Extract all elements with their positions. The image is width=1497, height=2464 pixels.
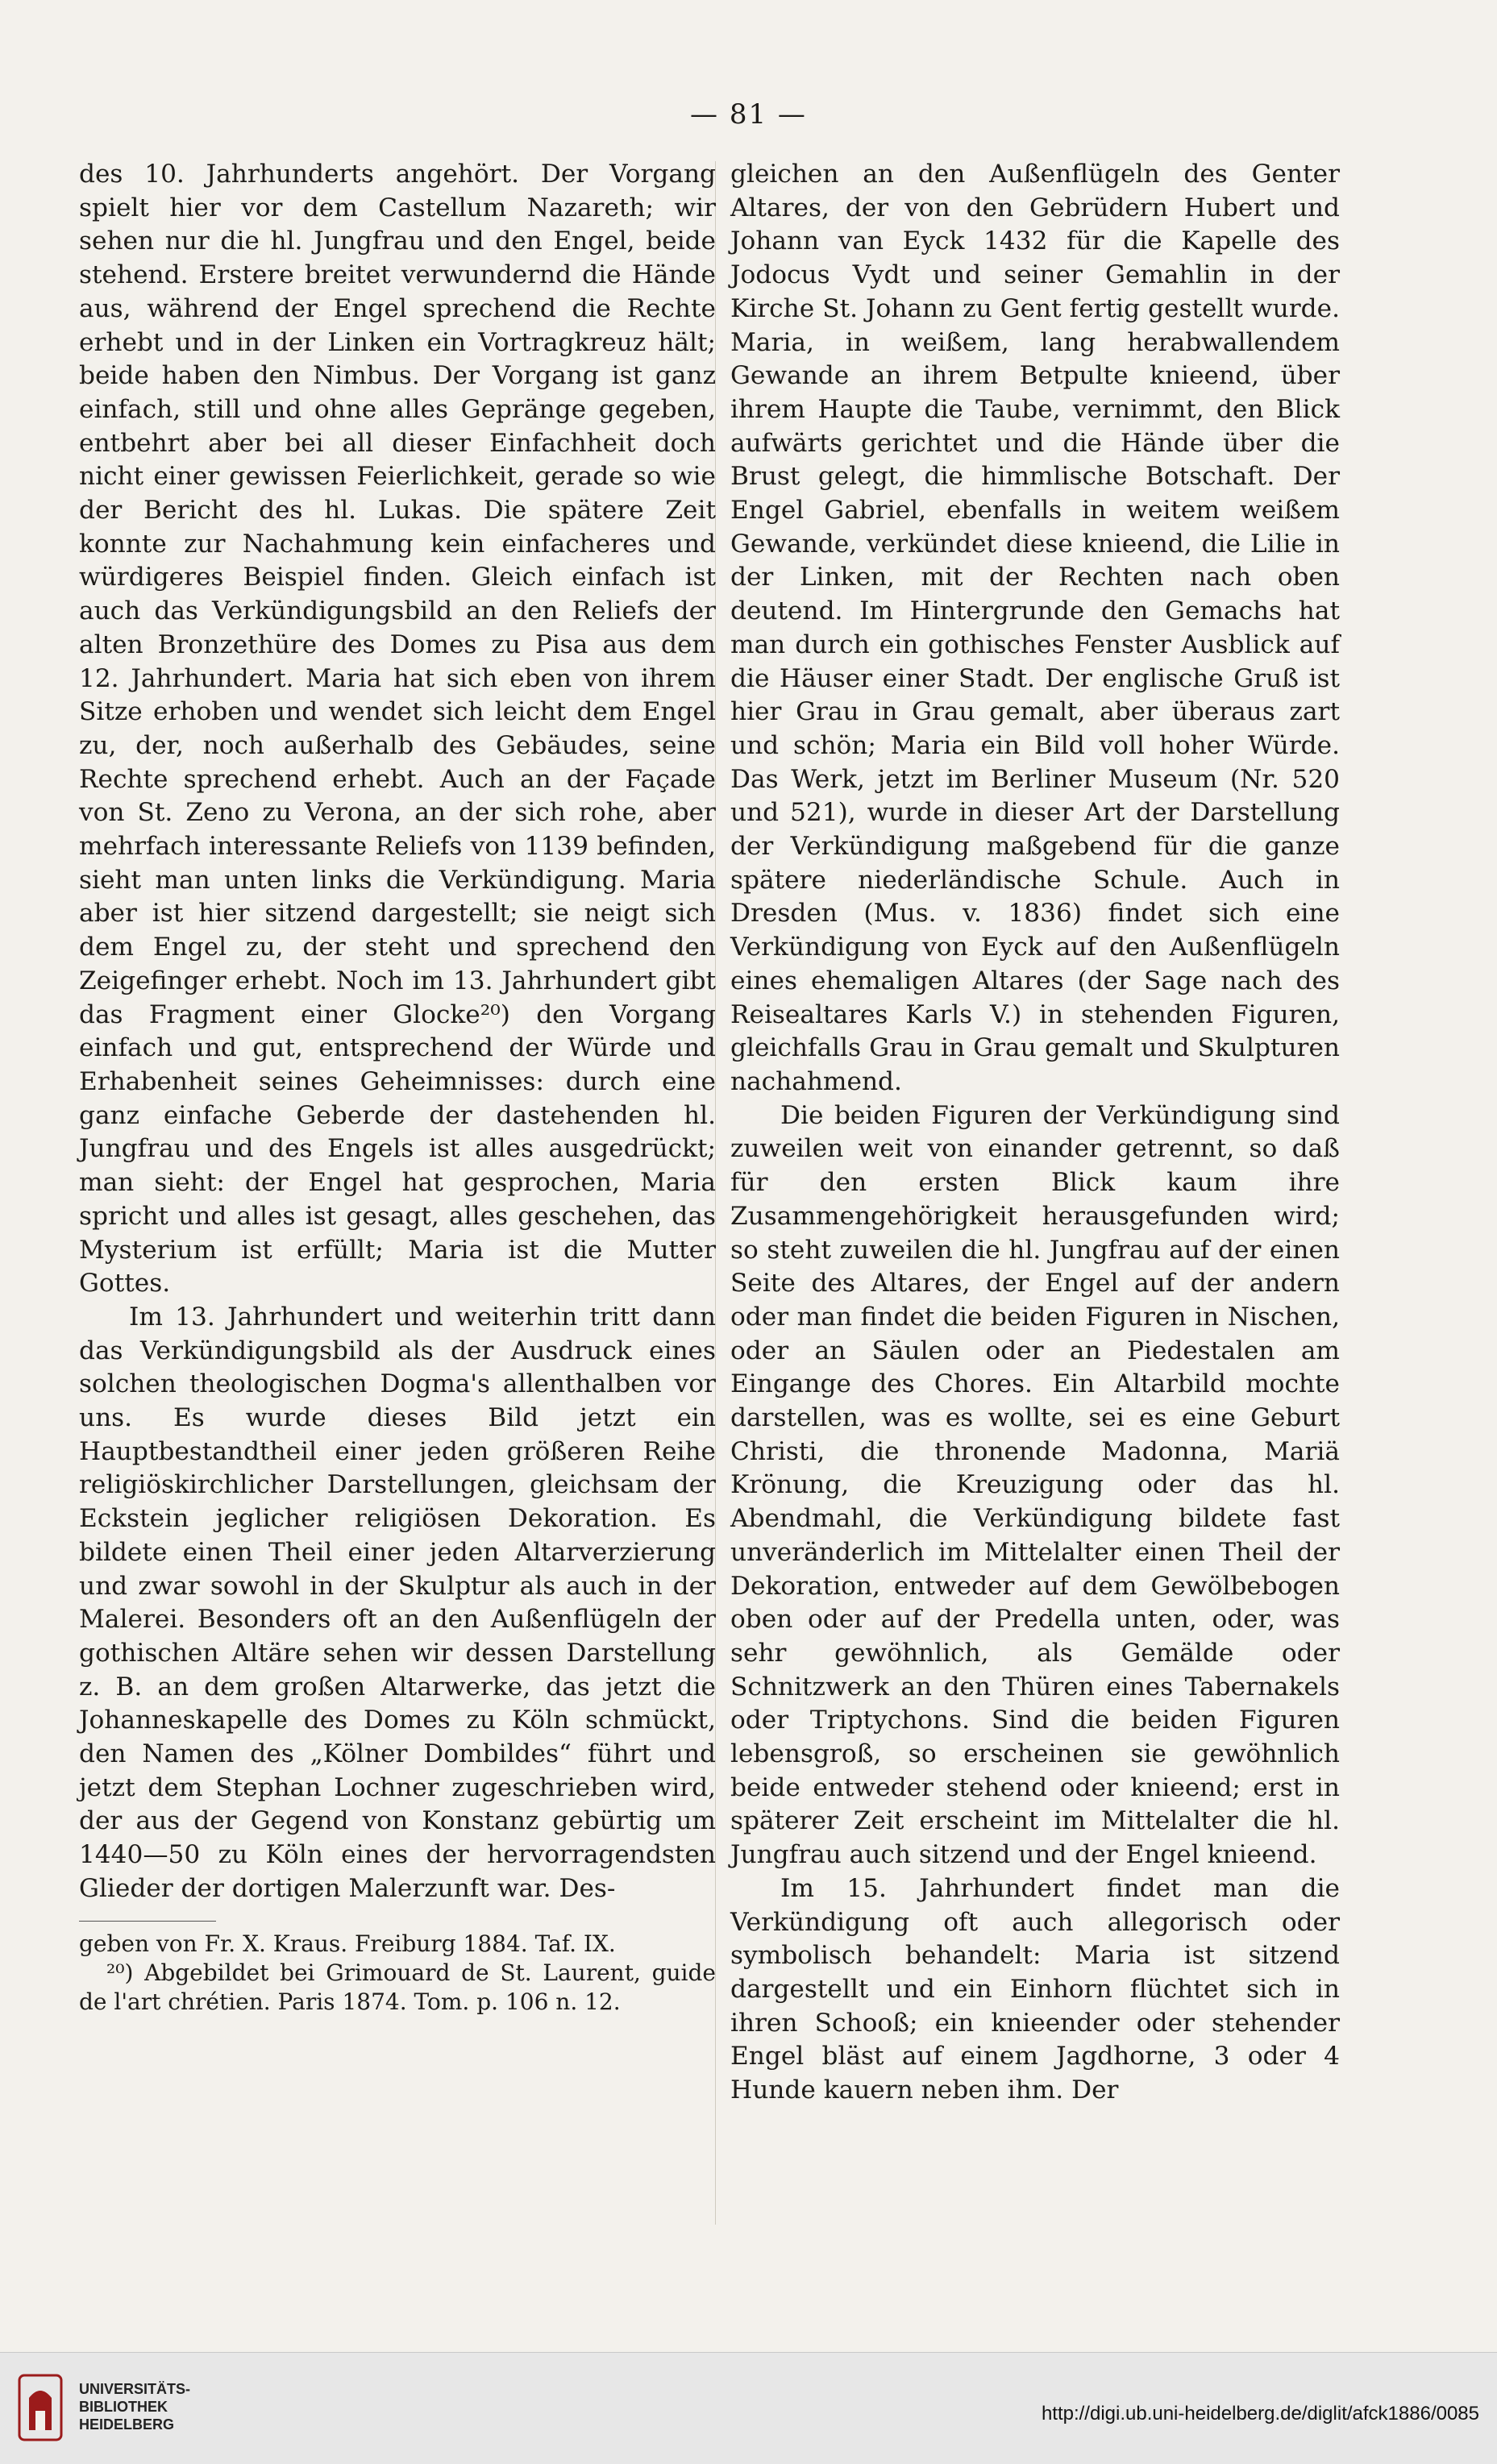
- library-name-line-1: UNIVERSITÄTS-: [79, 2381, 191, 2397]
- library-name-line-3: HEIDELBERG: [79, 2416, 175, 2433]
- left-column: [79, 158, 716, 1906]
- right-column: [730, 158, 1340, 2108]
- left-paragraph-2: Im 13. Jahrhundert und weiterhin tritt dann das Verkündigungsbild als der Ausdruck eines solchen theologischen Dogma's allenthalben vor uns. Es wurde dieses Bild jetzt ein Hauptbestandtheil einer jeden größeren Reihe religiöskirchlicher Darstellungen, gleichsam der Eckstein jeglicher religiösen Dekoration. Es bildete einen Theil einer jeden Altarverzierung und zwar sowohl in der Skulptur als auch in der Malerei. Besonders oft an den Außenflügeln der gothischen Altäre sehen wir dessen Darstellung z. B. an dem großen Altarwerke, das jetzt die Johanneskapelle des Domes zu Köln schmückt, den Namen des „Kölner Dombildes“ führt und jetzt dem Stephan Lochner zugeschrieben wird, der aus der Gegend von Konstanz gebürtig um 1440—50 zu Köln eines der hervorragendsten Glieder der dortigen Malerzunft war. Des-: [79, 1302, 716, 1903]
- library-name-line-2: BIBLIOTHEK: [79, 2399, 168, 2415]
- footnote-rule: [79, 1921, 216, 1922]
- right-paragraph-3: Im 15. Jahrhundert findet man die Verkündigung oft auch allegorisch oder symbolisch behandelt: Maria ist sitzend dargestellt und ein Einhorn flüchtet sich in ihren Schooß; ein knieender oder stehender Engel bläst auf einem Jagdhorne, 3 oder 4 Hunde kauern neben ihm. Der: [730, 1873, 1340, 2105]
- footnotes: [79, 1930, 716, 2017]
- university-seal-icon: [18, 2374, 63, 2441]
- right-paragraph-1: gleichen an den Außenflügeln des Genter Altares, der von den Gebrüdern Hubert und Johann van Eyck 1432 für die Kapelle des Jodocus Vydt und seiner Gemahlin in der Kirche St. Johann zu Gent fertig gestellt wurde. Maria, in weißem, lang herabwallendem Gewande an ihrem Betpulte knieend, über ihrem Haupte die Taube, vernimmt, den Blick aufwärts gerichtet und die Hände über die Brust gelegt, die himmlische Botschaft. Der Engel Gabriel, ebenfalls in weitem weißem Gewande, verkündet diese knieend, die Lilie in der Linken, mit der Rechten nach oben deutend. Im Hintergrunde den Gemachs hat man durch ein gothisches Fenster Ausblick auf die Häuser einer Stadt. Der englische Gruß ist hier Grau in Grau gemalt, aber überaus zart und schön; Maria ein Bild voll hoher Würde. Das Werk, jetzt im Berliner Museum (Nr. 520 und 521), wurde in dieser Art der Darstellung der Verkündigung maßgebend für die ganze spätere niederländische Schule. Auch in Dresden (Mus. v. 1836) findet sich eine Verkündigung von Eyck auf den Außenflügeln eines ehemaligen Altares (der Sage nach des Reisealtares Karls V.) in stehenden Figuren, gleichfalls Grau in Grau gemalt und Skulpturen nachahmend.: [730, 160, 1340, 1096]
- page-number: — 81 —: [690, 98, 807, 131]
- source-url-link[interactable]: http://digi.ub.uni-heidelberg.de/diglit/afck1886/0085: [1041, 2403, 1479, 2425]
- footnote-20: ²⁰) Abgebildet bei Grimouard de St. Laurent, guide de l'art chrétien. Paris 1874. Tom. p. 106 n. 12.: [79, 1959, 716, 2015]
- library-name: [79, 2380, 190, 2433]
- left-paragraph-1: des 10. Jahrhunderts angehört. Der Vorgang spielt hier vor dem Castellum Nazareth; wir sehen nur die hl. Jungfrau und den Engel, beide stehend. Erstere breitet verwundernd die Hände aus, während der Engel sprechend die Rechte erhebt und in der Linken ein Vortragkreuz hält; beide haben den Nimbus. Der Vorgang ist ganz einfach, still und ohne alles Gepränge gegeben, entbehrt aber bei all dieser Einfachheit doch nicht einer gewissen Feierlichkeit, gerade so wie der Bericht des hl. Lukas. Die spätere Zeit konnte zur Nachahmung kein einfacheres und würdigeres Beispiel finden. Gleich einfach ist auch das Verkündigungsbild an den Reliefs der alten Bronzethüre des Domes zu Pisa aus dem 12. Jahrhundert. Maria hat sich eben von ihrem Sitze erhoben und wendet sich leicht dem Engel zu, der, noch außerhalb des Gebäudes, seine Rechte sprechend erhebt. Auch an der Façade von St. Zeno zu Verona, an der sich rohe, aber mehrfach interessante Reliefs von 1139 befinden, sieht man unten links die Verkündigung. Maria aber ist hier sitzend dargestellt; sie neigt sich dem Engel zu, der steht und sprechend den Zeigefinger erhebt. Noch im 13. Jahrhundert gibt das Fragment einer Glocke²⁰) den Vorgang einfach und gut, entsprechend der Würde und Erhabenheit seines Geheimnisses: durch eine ganz einfache Geberde der dastehenden hl. Jungfrau und des Engels ist alles ausgedrückt; man sieht: der Engel hat gesprochen, Maria spricht und alles ist gesagt, alles geschehen, das Mysterium ist erfüllt; Maria ist die Mutter Gottes.: [79, 160, 716, 1298]
- library-footer: [0, 2352, 1497, 2464]
- right-paragraph-2: Die beiden Figuren der Verkündigung sind zuweilen weit von einander getrennt, so daß für den ersten Blick kaum ihre Zusammengehörigkeit herausgefunden wird; so steht zuweilen die hl. Jungfrau auf der einen Seite des Altares, der Engel auf der andern oder man findet die beiden Figuren in Nischen, oder an Säulen oder an Piedestalen am Eingange des Chores. Ein Altarbild mochte darstellen, was es wollte, sei es eine Geburt Christi, die thronende Madonna, Mariä Krönung, die Kreuzigung oder das hl. Abendmahl, die Verkündigung bildete fast unveränderlich im Mittelalter einen Theil der Dekoration, entweder auf dem Gewölbebogen oben oder auf der Predella unten, oder, was sehr gewöhnlich, als Gemälde oder Schnitzwerk an den Thüren eines Tabernakels oder Triptychons. Sind die beiden Figuren lebensgroß, so erscheinen sie gewöhnlich beide entweder stehend oder knieend; erst in späterer Zeit erscheint im Mittelalter die hl. Jungfrau auch sitzend und der Engel knieend.: [730, 1100, 1340, 1870]
- footnote-continuation: geben von Fr. X. Kraus. Freiburg 1884. Taf. IX.: [79, 1930, 616, 1957]
